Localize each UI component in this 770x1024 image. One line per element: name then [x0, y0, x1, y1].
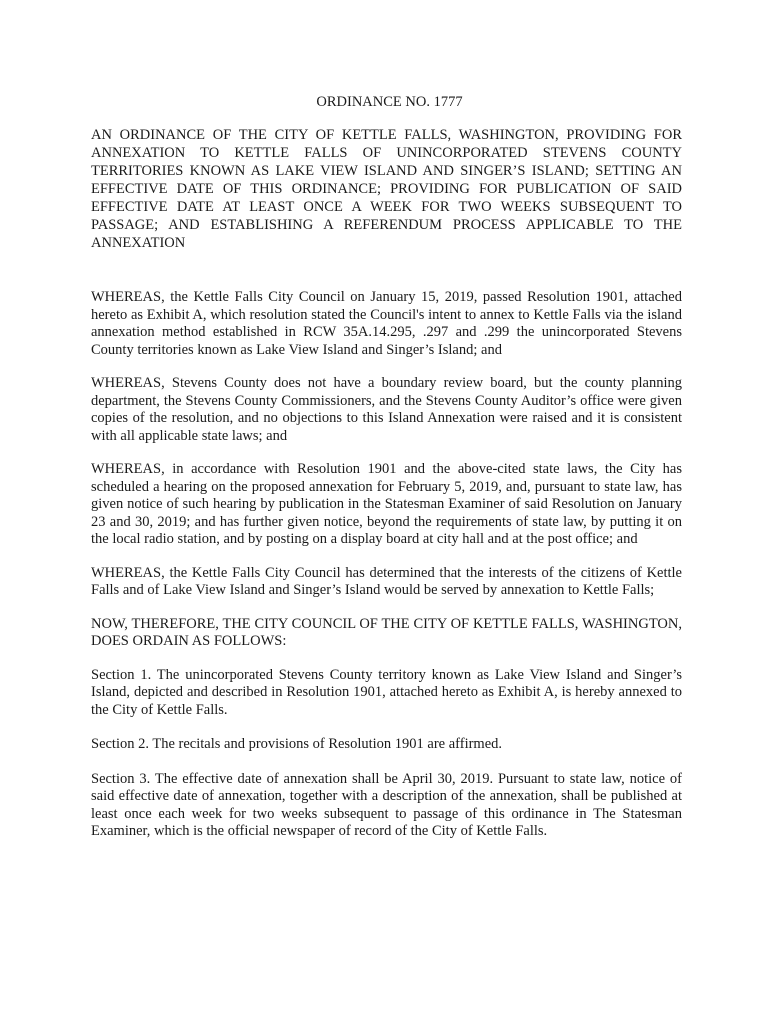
whereas-paragraph-2: WHEREAS, Stevens County does not have a boundary review board, but the county planning department, the Stevens County Commissioners, and the Stevens County Auditor’s office were given copies of the resolution, and no objections to this Island Annexation were raised and it is consistent with all applicable state laws; and [91, 375, 682, 444]
section-2: Section 2. The recitals and provisions of Resolution 1901 are affirmed. [91, 736, 503, 752]
now-therefore-clause: NOW, THEREFORE, THE CITY COUNCIL OF THE CITY OF KETTLE FALLS, WASHINGTON, DOES ORDAIN AS FOLLOWS: [91, 615, 682, 649]
whereas-paragraph-1: WHEREAS, the Kettle Falls City Council on January 15, 2019, passed Resolution 1901, attached hereto as Exhibit A, which resolution stated the Council's intent to annex to Kettle Falls via the island annexation method established in RCW 35A.14.295, .297 and .299 the unincorporated Stevens County territories known as Lake View Island and Singer’s Island; and [91, 289, 682, 358]
section-3: Section 3. The effective date of annexation shall be April 30, 2019. Pursuant to state law, notice of said effective date of annexation, together with a description of the annexation, shall be published at least once each week for two weeks subsequent to passage of this ordinance in The Statesman Examiner, which is the official newspaper of record of the City of Kettle Falls. [91, 770, 682, 839]
ordinance-caption: AN ORDINANCE OF THE CITY OF KETTLE FALLS, WASHINGTON, PROVIDING FOR ANNEXATION TO KETTLE FALLS OF UNINCORPORATED STEVENS COUNTY TERRITORIES KNOWN AS LAKE VIEW ISLAND AND SINGER’S ISLAND; SETTING AN EFFECTIVE DATE OF THIS ORDINANCE; PROVIDING FOR PUBLICATION OF SAID EFFECTIVE DATE AT LEAST ONCE A WEEK FOR TWO WEEKS SUBSEQUENT TO PASSAGE; AND ESTABLISHING A REFERENDUM PROCESS APPLICABLE TO THE ANNEXATION [91, 127, 682, 251]
ordinance-title: ORDINANCE NO. 1777 [316, 94, 463, 110]
whereas-paragraph-4: WHEREAS, the Kettle Falls City Council has determined that the interests of the citizens of Kettle Falls and of Lake View Island and Singer’s Island would be served by annexation to Kettle Falls; [91, 564, 682, 598]
section-1: Section 1. The unincorporated Stevens County territory known as Lake View Island and Singer’s Island, depicted and described in Resolution 1901, attached hereto as Exhibit A, is hereby annexed to the City of Kettle Falls. [91, 666, 682, 718]
whereas-paragraph-3: WHEREAS, in accordance with Resolution 1901 and the above-cited state laws, the City has scheduled a hearing on the proposed annexation for February 5, 2019, and, pursuant to state law, has given notice of such hearing by publication in the Statesman Examiner of said Resolution on January 23 and 30, 2019; and has further given notice, beyond the requirements of state law, by putting it on the local radio station, and by posting on a display board at city hall and at the post office; and [91, 461, 682, 547]
